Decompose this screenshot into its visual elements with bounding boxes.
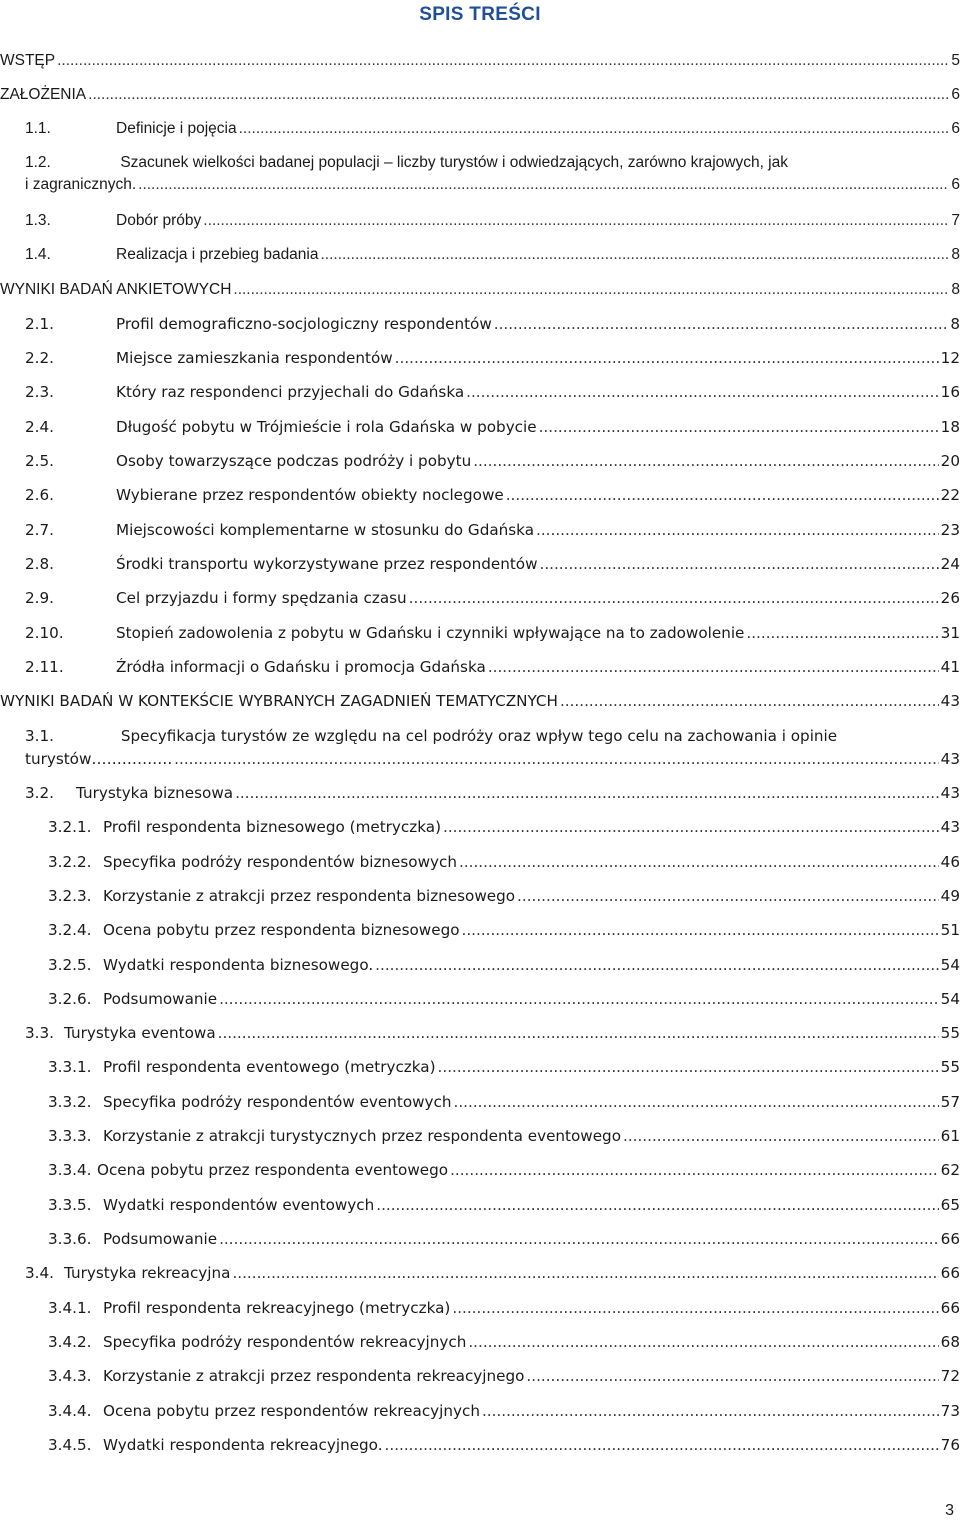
toc-entry-1-3[interactable]	[0, 212, 960, 238]
toc-page-number: 41	[940, 658, 960, 676]
toc-entry-text: ZAŁOŻENIA	[0, 86, 87, 103]
toc-entry-number: 2.3.	[25, 383, 54, 401]
toc-page-number: 68	[940, 1333, 960, 1351]
toc-leader-dots	[494, 315, 949, 333]
toc-entry-text-line1: Specyfikacja turystów ze względu na cel podróży oraz wpływ tego celu na zachowania i opinie	[120, 727, 838, 745]
toc-entry-text: Podsumowanie	[103, 990, 218, 1008]
toc-entry-text: Cel przyjazdu i formy spędzania czasu	[116, 589, 407, 607]
toc-entry-text: Wydatki respondenta rekreacyjnego.	[103, 1436, 383, 1454]
toc-page-number: 5	[951, 52, 960, 69]
toc-entry-number: 2.8.	[25, 555, 54, 573]
toc-leader-dots	[452, 1299, 938, 1317]
toc-page-number: 65	[940, 1196, 960, 1214]
toc-leader-dots	[218, 1024, 939, 1042]
toc-page-number: 54	[940, 956, 960, 974]
toc-entry-2-5[interactable]	[0, 452, 960, 478]
toc-entry-3-3-4[interactable]	[0, 1161, 960, 1187]
toc-entry-text: Specyfika podróży respondentów eventowych	[103, 1093, 452, 1111]
toc-page-number: 8	[951, 246, 960, 263]
toc-entry-number: 3.3.6.	[48, 1230, 92, 1248]
toc-page-number: 23	[940, 521, 960, 539]
toc-entry-number: 1.2.	[25, 154, 51, 171]
toc-leader-dots	[482, 1402, 939, 1420]
toc-entry-text: Stopień zadowolenia z pobytu w Gdańsku i czynniki wpływające na to zadowolenie	[116, 624, 745, 642]
toc-page-number: 16	[940, 383, 960, 401]
toc-page-number: 49	[940, 887, 960, 905]
toc-entry-number: 3.3.1.	[48, 1058, 92, 1076]
toc-page-number: 51	[940, 921, 960, 939]
toc-entry-text: Podsumowanie	[103, 1230, 218, 1248]
toc-page-number: 26	[940, 589, 960, 607]
toc-page-number: 57	[940, 1093, 960, 1111]
toc-entry-text: Specyfika podróży respondentów rekreacyjnych	[103, 1333, 467, 1351]
toc-leader-dots	[138, 176, 949, 194]
toc-page-number: 61	[940, 1127, 960, 1145]
toc-entry-number: 2.1.	[25, 315, 54, 333]
toc-leader-dots	[219, 990, 939, 1008]
toc-page-number: 55	[940, 1058, 960, 1076]
toc-page-number: 66	[940, 1299, 960, 1317]
toc-entry-number: 3.3.4.	[48, 1161, 92, 1179]
toc-entry-2-1[interactable]	[0, 315, 960, 341]
toc-leader-dots	[233, 281, 949, 299]
toc-leader-dots	[438, 1058, 939, 1076]
toc-entry-text: Dobór próby	[116, 212, 202, 229]
toc-leader-dots	[443, 818, 939, 836]
toc-entry-zalozenia[interactable]	[0, 86, 960, 112]
toc-entry-text: Profil demograficzno-socjologiczny respondentów	[116, 315, 492, 333]
toc-leader-dots	[462, 921, 939, 939]
toc-entry-number: 1.3.	[25, 212, 51, 229]
toc-page-number: 43	[940, 692, 960, 710]
toc-entry-text: Który raz respondenci przyjechali do Gdańska	[116, 383, 465, 401]
toc-entry-3-2-3[interactable]	[0, 887, 960, 913]
toc-entry-text: Wydatki respondenta biznesowego.	[103, 956, 374, 974]
toc-entry-3-2-5[interactable]	[0, 956, 960, 982]
toc-leader-dots	[517, 887, 939, 905]
toc-entry-3-3[interactable]	[0, 1024, 960, 1050]
toc-entry-number: 3.4.3.	[48, 1367, 92, 1385]
toc-entry-number: 3.2.3.	[48, 887, 92, 905]
toc-entry-number: 3.4.2.	[48, 1333, 92, 1351]
toc-entry-2-4[interactable]	[0, 418, 960, 444]
toc-page-number: 43	[940, 750, 960, 768]
toc-entry-number: 3.4.1.	[48, 1299, 92, 1317]
toc-entry-number: 1.1.	[25, 120, 51, 137]
toc-entry-2-7[interactable]	[0, 521, 960, 547]
toc-entry-2-2[interactable]	[0, 349, 960, 375]
toc-page-number: 24	[940, 555, 960, 573]
toc-entry-text: Profil respondenta biznesowego (metryczka)	[103, 818, 441, 836]
toc-leader-dots	[219, 1230, 939, 1248]
toc-entry-text: Środki transportu wykorzystywane przez respondentów	[116, 555, 538, 573]
toc-entry-1-2[interactable]	[0, 154, 960, 202]
toc-leader-dots	[203, 212, 949, 230]
toc-entry-text: Ocena pobytu przez respondenta biznesowego	[103, 921, 460, 939]
toc-entry-number: 2.10.	[25, 624, 64, 642]
toc-entry-number: 3.4.4.	[48, 1402, 92, 1420]
toc-page-number: 8	[951, 281, 960, 298]
toc-entry-text: Ocena pobytu przez respondentów rekreacyjnych	[103, 1402, 480, 1420]
toc-leader-dots	[450, 1161, 939, 1179]
toc-entry-3-4-5[interactable]	[0, 1436, 960, 1462]
toc-leader-dots	[232, 1264, 938, 1282]
toc-entry-number: 3.4.5.	[48, 1436, 92, 1454]
toc-leader-dots	[235, 784, 939, 802]
toc-entry-1-1[interactable]	[0, 120, 960, 146]
toc-entry-text: i zagranicznych.	[25, 176, 137, 193]
toc-entry-3-3-5[interactable]	[0, 1196, 960, 1222]
toc-entry-number: 1.4.	[25, 246, 51, 263]
toc-page-number: 7	[951, 212, 960, 229]
toc-entry-number: 3.4.	[25, 1264, 54, 1282]
toc-leader-dots	[376, 1196, 938, 1214]
toc-entry-number: 3.3.	[25, 1024, 54, 1042]
toc-entry-text: Długość pobytu w Trójmieście i rola Gdańska w pobycie	[116, 418, 537, 436]
toc-entry-3-3-1[interactable]	[0, 1058, 960, 1084]
toc-entry-number: 3.3.3.	[48, 1127, 92, 1145]
toc-leader-dots	[560, 692, 939, 710]
toc-leader-dots	[375, 956, 939, 974]
toc-entry-text: Turystyka eventowa	[64, 1024, 216, 1042]
toc-entry-number: 3.2.6.	[48, 990, 92, 1008]
toc-page-number: 43	[940, 818, 960, 836]
toc-entry-2-10[interactable]	[0, 624, 960, 650]
toc-entry-wyniki-kontekst[interactable]	[0, 692, 960, 718]
toc-entry-text-line1: Szacunek wielkości badanej populacji – liczby turystów i odwiedzających, zarówno krajowych, jak	[120, 154, 788, 171]
toc-entry-text: Miejscowości komplementarne w stosunku do Gdańska	[116, 521, 535, 539]
toc-entry-number: 3.2.	[25, 784, 54, 802]
toc-leader-dots	[174, 750, 939, 768]
toc-page-number: 12	[940, 349, 960, 367]
toc-entry-wyniki-ankietowych[interactable]	[0, 281, 960, 307]
toc-page-number: 43	[940, 784, 960, 802]
page-number: 3	[945, 1502, 954, 1519]
toc-leader-dots	[536, 521, 939, 539]
toc-entry-text: Realizacja i przebieg badania	[116, 246, 319, 263]
toc-leader-dots	[623, 1127, 939, 1145]
toc-leader-dots	[488, 658, 939, 676]
toc-page-number: 31	[940, 624, 960, 642]
toc-entry-3-4-2[interactable]	[0, 1333, 960, 1359]
toc-entry-text: WYNIKI BADAŃ ANKIETOWYCH	[0, 281, 232, 298]
toc-page-number: 55	[940, 1024, 960, 1042]
toc-entry-3-3-2[interactable]	[0, 1093, 960, 1119]
toc-entry-number: 2.6.	[25, 486, 54, 504]
toc-entry-number: 3.3.5.	[48, 1196, 92, 1214]
toc-page-number: 62	[940, 1161, 960, 1179]
toc-entry-3-2-1[interactable]	[0, 818, 960, 844]
toc-entry-number: 2.2.	[25, 349, 54, 367]
toc-leader-dots	[385, 1436, 939, 1454]
toc-entry-text: Specyfika podróży respondentów biznesowych	[103, 853, 457, 871]
toc-entry-number: 2.11.	[25, 658, 64, 676]
toc-leader-dots	[746, 624, 938, 642]
page-title: SPIS TREŚCI	[419, 4, 541, 25]
toc-entry-3-2-6[interactable]	[0, 990, 960, 1016]
toc-leader-dots	[506, 486, 939, 504]
toc-entry-3-3-3[interactable]	[0, 1127, 960, 1153]
toc-entry-number: 3.2.4.	[48, 921, 92, 939]
toc-leader-dots	[409, 589, 939, 607]
toc-entry-2-3[interactable]	[0, 383, 960, 409]
toc-entry-3-2-4[interactable]	[0, 921, 960, 947]
toc-entry-text: Wybierane przez respondentów obiekty noclegowe	[116, 486, 504, 504]
toc-entry-text: Korzystanie z atrakcji turystycznych przez respondenta eventowego	[103, 1127, 621, 1145]
toc-entry-number: 3.2.2.	[48, 853, 92, 871]
toc-page-number: 22	[940, 486, 960, 504]
toc-page-number: 6	[951, 86, 960, 103]
toc-entry-3-1[interactable]	[0, 727, 960, 775]
toc-page-number: 6	[951, 120, 960, 137]
toc-entry-1-4[interactable]	[0, 246, 960, 272]
toc-entry-2-11[interactable]	[0, 658, 960, 684]
toc-leader-dots	[539, 418, 939, 436]
toc-entry-number: 2.5.	[25, 452, 54, 470]
toc-entry-number: 2.7.	[25, 521, 54, 539]
toc-leader-dots	[321, 246, 950, 264]
toc-page-number: 18	[940, 418, 960, 436]
toc-entry-number: 3.2.1.	[48, 818, 92, 836]
toc-entry-text: Ocena pobytu przez respondenta eventowego	[97, 1161, 449, 1179]
toc-page-number: 20	[940, 452, 960, 470]
toc-entry-3-4-1[interactable]	[0, 1299, 960, 1325]
toc-entry-text: WYNIKI BADAŃ W KONTEKŚCIE WYBRANYCH ZAGADNIEŃ TEMATYCZNYCH	[0, 692, 558, 710]
toc-leader-dots	[473, 452, 938, 470]
toc-leader-dots	[395, 349, 939, 367]
toc-entry-text: WSTĘP	[0, 52, 56, 69]
toc-entry-3-4-4[interactable]	[0, 1402, 960, 1428]
toc-entry-text: Miejsce zamieszkania respondentów	[116, 349, 393, 367]
toc-leader-dots	[454, 1093, 939, 1111]
toc-page-number: 76	[940, 1436, 960, 1454]
toc-page-number: 6	[951, 176, 960, 193]
toc-entry-text: turystów…………….	[25, 750, 173, 768]
toc-leader-dots	[88, 86, 949, 104]
toc-entry-text: Profil respondenta eventowego (metryczka)	[103, 1058, 436, 1076]
toc-page-number: 66	[940, 1264, 960, 1282]
toc-page-number: 73	[940, 1402, 960, 1420]
toc-entry-text: Osoby towarzyszące podczas podróży i pobytu	[116, 452, 472, 470]
toc-entry-number: 3.1.	[25, 727, 54, 745]
toc-entry-wstep[interactable]	[0, 52, 960, 78]
toc-leader-dots	[466, 383, 939, 401]
toc-entry-number: 3.3.2.	[48, 1093, 92, 1111]
toc-entry-text: Korzystanie z atrakcji przez respondenta biznesowego	[103, 887, 516, 905]
toc-entry-text: Korzystanie z atrakcji przez respondenta rekreacyjnego	[103, 1367, 525, 1385]
toc-leader-dots	[540, 555, 939, 573]
toc-entry-3-3-6[interactable]	[0, 1230, 960, 1256]
toc-leader-dots	[526, 1367, 938, 1385]
toc-page-number: 54	[940, 990, 960, 1008]
toc-entry-text: Profil respondenta rekreacyjnego (metryczka)	[103, 1299, 451, 1317]
toc-entry-number: 3.2.5.	[48, 956, 92, 974]
toc-entry-text: Definicje i pojęcia	[116, 120, 237, 137]
toc-entry-text: Źródła informacji o Gdańsku i promocja Gdańska	[116, 658, 486, 676]
toc-entry-2-6[interactable]	[0, 486, 960, 512]
toc-page-number: 8	[950, 315, 960, 333]
toc-leader-dots	[57, 52, 949, 70]
toc-entry-text: Wydatki respondentów eventowych	[103, 1196, 375, 1214]
toc-entry-3-2-2[interactable]	[0, 853, 960, 879]
toc-entry-number: 2.9.	[25, 589, 54, 607]
toc-page-number: 46	[940, 853, 960, 871]
toc-entry-text: Turystyka biznesowa	[76, 784, 234, 802]
toc-entry-3-4[interactable]	[0, 1264, 960, 1290]
toc-entry-3-4-3[interactable]	[0, 1367, 960, 1393]
toc-entry-number: 2.4.	[25, 418, 54, 436]
toc-page-number: 66	[940, 1230, 960, 1248]
toc-page-number: 72	[940, 1367, 960, 1385]
toc-leader-dots	[468, 1333, 938, 1351]
toc-entry-3-2[interactable]	[0, 784, 960, 810]
toc-leader-dots	[459, 853, 939, 871]
toc-entry-2-8[interactable]	[0, 555, 960, 581]
toc-entry-2-9[interactable]	[0, 589, 960, 615]
toc-entry-text: Turystyka rekreacyjna	[64, 1264, 231, 1282]
toc-leader-dots	[239, 120, 950, 138]
